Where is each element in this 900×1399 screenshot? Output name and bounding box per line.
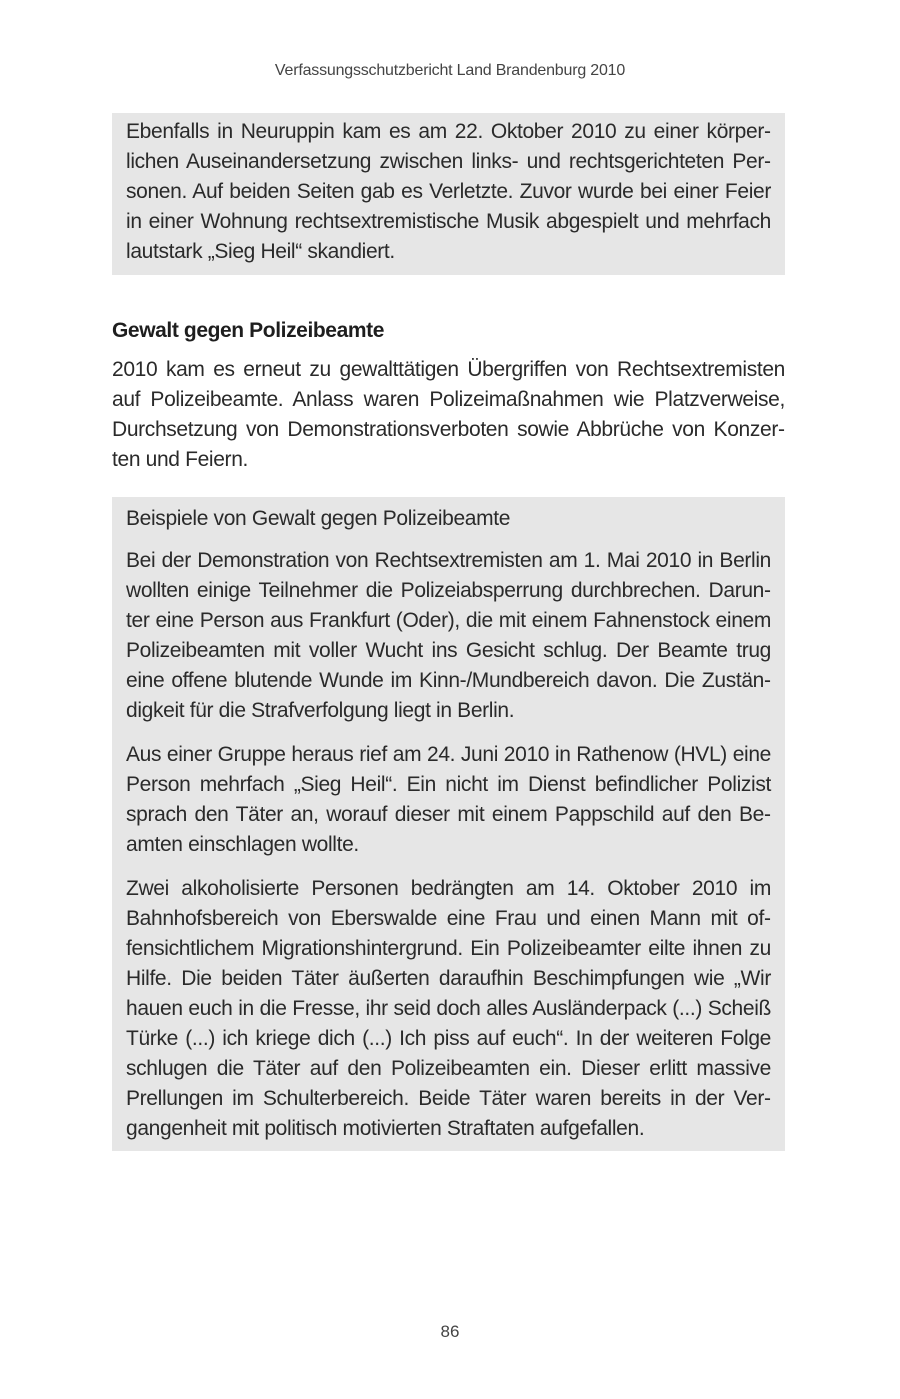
- running-header: Verfassungsschutzbericht Land Brandenburg 2010: [274, 62, 626, 79]
- example-paragraph-rathenow: Aus einer Gruppe heraus rief am 24. Juni 2010 in Rathenow (HVL) eine Person mehrfach „Sieg Heil“. Ein nicht im Dienst befindlicher Polizist sprach den Täter an, worauf dieser mit einem Pappschild auf den Beamten einschlagen wollte.: [126, 743, 771, 856]
- example-box-neuruppin: [112, 113, 785, 275]
- section-heading: Gewalt gegen Polizeibeamte: [112, 319, 385, 342]
- examples-box-police-violence: [112, 497, 785, 1151]
- example-paragraph-eberswalde: Zwei alkoholisierte Personen bedrängten am 14. Oktober 2010 im Bahnhofsbereich von Eberswalde eine Frau und einen Mann mit offensichtlichem Migrationshintergrund. Ein Polizeibeamter eilte ihnen zu Hilfe. Die beiden Täter äußerten daraufhin Beschimpfungen wie „Wir hauen euch in die Fresse, ihr seid doch alles Ausländerpack (...) Scheiß Türke (...) ich kriege dich (...) Ich piss auf euch“. In der weiteren Folge schlugen die Täter auf den Polizeibeamten ein. Dieser erlitt massive Prellungen im Schulterbereich. Beide Täter waren bereits in der Vergangenheit mit politisch motivierten Straftaten aufgefallen.: [126, 877, 771, 1140]
- example-paragraph-berlin: Bei der Demonstration von Rechtsextremisten am 1. Mai 2010 in Berlin wollten einige Teilnehmer die Polizeiabsperrung durchbrechen. Darunter eine Person aus Frankfurt (Oder), die mit einem Fahnenstock einem Polizeibeamten mit voller Wucht ins Gesicht schlug. Der Beamte trug eine offene blutende Wunde im Kinn-/Mundbereich davon. Die Zuständigkeit für die Strafverfolgung liegt in Berlin.: [126, 549, 771, 722]
- section-paragraph: 2010 kam es erneut zu gewalttätigen Übergriffen von Rechtsextremisten auf Polizeibeamte. Anlass waren Polizeimaßnahmen wie Platzverweise, Durchsetzung von Demonstrationsverboten sowie Abbrüche von Konzerten und Feiern.: [112, 358, 785, 471]
- example-box-text: Ebenfalls in Neuruppin kam es am 22. Oktober 2010 zu einer körperlichen Auseinandersetzung zwischen links- und rechtsgerichteten Personen. Auf beiden Seiten gab es Verletzte. Zuvor wurde bei einer Feier in einer Wohnung rechtsextremistische Musik abgespielt und mehrfach lautstark „Sieg Heil“ skandiert.: [126, 120, 771, 263]
- page-content: [112, 113, 785, 1151]
- page-number: 86: [440, 1322, 460, 1341]
- examples-box-title: Beispiele von Gewalt gegen Polizeibeamte: [126, 507, 511, 530]
